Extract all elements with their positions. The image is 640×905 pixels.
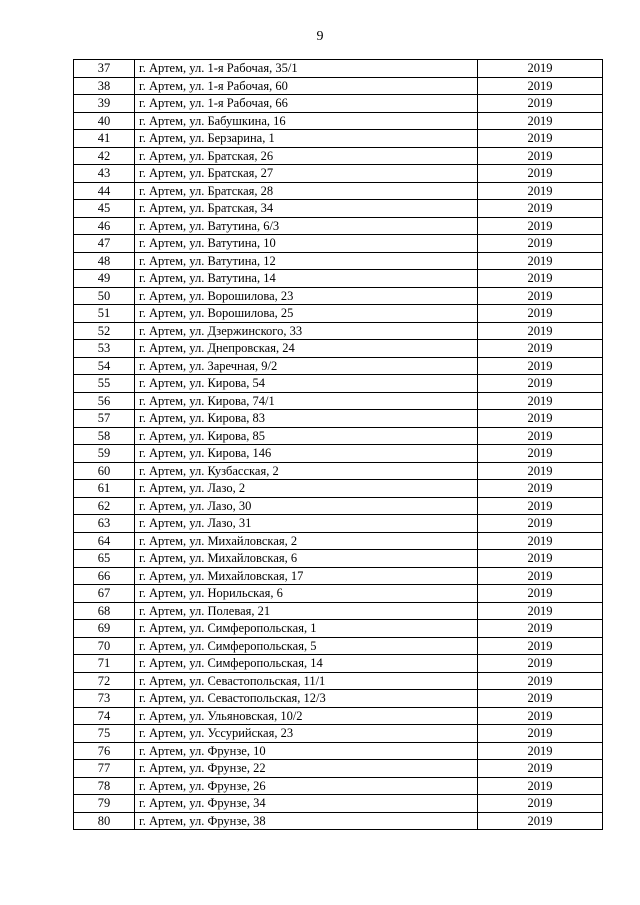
address-cell: г. Артем, ул. Кирова, 83 xyxy=(135,410,478,428)
table-row xyxy=(74,742,603,760)
year-cell: 2019 xyxy=(478,567,603,585)
address-cell: г. Артем, ул. Ворошилова, 23 xyxy=(135,287,478,305)
row-number-cell: 52 xyxy=(74,322,135,340)
year-cell: 2019 xyxy=(478,322,603,340)
year-cell: 2019 xyxy=(478,480,603,498)
row-number-cell: 79 xyxy=(74,795,135,813)
table-row xyxy=(74,305,603,323)
address-cell: г. Артем, ул. 1-я Рабочая, 35/1 xyxy=(135,60,478,78)
address-cell: г. Артем, ул. Ульяновская, 10/2 xyxy=(135,707,478,725)
year-cell: 2019 xyxy=(478,445,603,463)
year-cell: 2019 xyxy=(478,690,603,708)
row-number-cell: 59 xyxy=(74,445,135,463)
address-cell: г. Артем, ул. Дзержинского, 33 xyxy=(135,322,478,340)
address-cell: г. Артем, ул. Симферопольская, 1 xyxy=(135,620,478,638)
address-cell: г. Артем, ул. Михайловская, 6 xyxy=(135,550,478,568)
year-cell: 2019 xyxy=(478,305,603,323)
year-cell: 2019 xyxy=(478,427,603,445)
table-row xyxy=(74,707,603,725)
year-cell: 2019 xyxy=(478,637,603,655)
row-number-cell: 75 xyxy=(74,725,135,743)
table-row xyxy=(74,620,603,638)
table-row xyxy=(74,340,603,358)
table-row xyxy=(74,725,603,743)
year-cell: 2019 xyxy=(478,515,603,533)
row-number-cell: 50 xyxy=(74,287,135,305)
address-cell: г. Артем, ул. Фрунзе, 38 xyxy=(135,812,478,830)
row-number-cell: 54 xyxy=(74,357,135,375)
year-cell: 2019 xyxy=(478,462,603,480)
table-row xyxy=(74,760,603,778)
table-row xyxy=(74,672,603,690)
address-cell: г. Артем, ул. Братская, 28 xyxy=(135,182,478,200)
address-cell: г. Артем, ул. Ватутина, 14 xyxy=(135,270,478,288)
address-cell: г. Артем, ул. Днепровская, 24 xyxy=(135,340,478,358)
year-cell: 2019 xyxy=(478,655,603,673)
table-row xyxy=(74,532,603,550)
address-cell: г. Артем, ул. Лазо, 30 xyxy=(135,497,478,515)
table-row xyxy=(74,445,603,463)
table-row xyxy=(74,130,603,148)
year-cell: 2019 xyxy=(478,252,603,270)
row-number-cell: 74 xyxy=(74,707,135,725)
address-table xyxy=(73,59,603,830)
year-cell: 2019 xyxy=(478,357,603,375)
row-number-cell: 38 xyxy=(74,77,135,95)
row-number-cell: 72 xyxy=(74,672,135,690)
address-cell: г. Артем, ул. Кирова, 74/1 xyxy=(135,392,478,410)
address-cell: г. Артем, ул. Севастопольская, 12/3 xyxy=(135,690,478,708)
table-row xyxy=(74,427,603,445)
table-row xyxy=(74,462,603,480)
page-number: 9 xyxy=(316,29,324,44)
address-cell: г. Артем, ул. Братская, 26 xyxy=(135,147,478,165)
table-row xyxy=(74,690,603,708)
address-cell: г. Артем, ул. Уссурийская, 23 xyxy=(135,725,478,743)
address-cell: г. Артем, ул. Ворошилова, 25 xyxy=(135,305,478,323)
row-number-cell: 63 xyxy=(74,515,135,533)
row-number-cell: 61 xyxy=(74,480,135,498)
table-row xyxy=(74,550,603,568)
year-cell: 2019 xyxy=(478,235,603,253)
row-number-cell: 46 xyxy=(74,217,135,235)
year-cell: 2019 xyxy=(478,270,603,288)
year-cell: 2019 xyxy=(478,95,603,113)
row-number-cell: 47 xyxy=(74,235,135,253)
row-number-cell: 78 xyxy=(74,777,135,795)
address-cell: г. Артем, ул. Фрунзе, 10 xyxy=(135,742,478,760)
table-row xyxy=(74,270,603,288)
year-cell: 2019 xyxy=(478,375,603,393)
table-row xyxy=(74,77,603,95)
year-cell: 2019 xyxy=(478,760,603,778)
address-cell: г. Артем, ул. Фрунзе, 26 xyxy=(135,777,478,795)
address-cell: г. Артем, ул. 1-я Рабочая, 60 xyxy=(135,77,478,95)
row-number-cell: 60 xyxy=(74,462,135,480)
table-row xyxy=(74,182,603,200)
year-cell: 2019 xyxy=(478,812,603,830)
year-cell: 2019 xyxy=(478,602,603,620)
year-cell: 2019 xyxy=(478,725,603,743)
year-cell: 2019 xyxy=(478,795,603,813)
address-cell: г. Артем, ул. Симферопольская, 5 xyxy=(135,637,478,655)
address-cell: г. Артем, ул. Лазо, 31 xyxy=(135,515,478,533)
table-row xyxy=(74,602,603,620)
table-row xyxy=(74,357,603,375)
table-row xyxy=(74,235,603,253)
address-cell: г. Артем, ул. Михайловская, 17 xyxy=(135,567,478,585)
address-cell: г. Артем, ул. Полевая, 21 xyxy=(135,602,478,620)
row-number-cell: 58 xyxy=(74,427,135,445)
address-cell: г. Артем, ул. Ватутина, 10 xyxy=(135,235,478,253)
address-cell: г. Артем, ул. Бабушкина, 16 xyxy=(135,112,478,130)
address-cell: г. Артем, ул. Симферопольская, 14 xyxy=(135,655,478,673)
table-row xyxy=(74,795,603,813)
year-cell: 2019 xyxy=(478,532,603,550)
year-cell: 2019 xyxy=(478,217,603,235)
row-number-cell: 66 xyxy=(74,567,135,585)
address-cell: г. Артем, ул. 1-я Рабочая, 66 xyxy=(135,95,478,113)
row-number-cell: 43 xyxy=(74,165,135,183)
table-row xyxy=(74,480,603,498)
address-cell: г. Артем, ул. Берзарина, 1 xyxy=(135,130,478,148)
year-cell: 2019 xyxy=(478,130,603,148)
table-row xyxy=(74,497,603,515)
row-number-cell: 39 xyxy=(74,95,135,113)
address-cell: г. Артем, ул. Кирова, 146 xyxy=(135,445,478,463)
row-number-cell: 44 xyxy=(74,182,135,200)
year-cell: 2019 xyxy=(478,165,603,183)
year-cell: 2019 xyxy=(478,77,603,95)
table-row xyxy=(74,375,603,393)
table-row xyxy=(74,515,603,533)
year-cell: 2019 xyxy=(478,585,603,603)
table-row xyxy=(74,60,603,78)
year-cell: 2019 xyxy=(478,620,603,638)
row-number-cell: 80 xyxy=(74,812,135,830)
address-cell: г. Артем, ул. Михайловская, 2 xyxy=(135,532,478,550)
year-cell: 2019 xyxy=(478,497,603,515)
row-number-cell: 53 xyxy=(74,340,135,358)
row-number-cell: 55 xyxy=(74,375,135,393)
address-cell: г. Артем, ул. Фрунзе, 34 xyxy=(135,795,478,813)
address-cell: г. Артем, ул. Ватутина, 12 xyxy=(135,252,478,270)
row-number-cell: 57 xyxy=(74,410,135,428)
row-number-cell: 42 xyxy=(74,147,135,165)
table-row xyxy=(74,777,603,795)
year-cell: 2019 xyxy=(478,287,603,305)
table-row xyxy=(74,200,603,218)
address-cell: г. Артем, ул. Кирова, 54 xyxy=(135,375,478,393)
row-number-cell: 71 xyxy=(74,655,135,673)
year-cell: 2019 xyxy=(478,707,603,725)
address-cell: г. Артем, ул. Кирова, 85 xyxy=(135,427,478,445)
year-cell: 2019 xyxy=(478,410,603,428)
address-cell: г. Артем, ул. Севастопольская, 11/1 xyxy=(135,672,478,690)
year-cell: 2019 xyxy=(478,340,603,358)
address-cell: г. Артем, ул. Фрунзе, 22 xyxy=(135,760,478,778)
row-number-cell: 76 xyxy=(74,742,135,760)
row-number-cell: 51 xyxy=(74,305,135,323)
row-number-cell: 48 xyxy=(74,252,135,270)
year-cell: 2019 xyxy=(478,147,603,165)
table-row xyxy=(74,287,603,305)
row-number-cell: 70 xyxy=(74,637,135,655)
table-row xyxy=(74,147,603,165)
table-row xyxy=(74,812,603,830)
table-row xyxy=(74,637,603,655)
address-cell: г. Артем, ул. Заречная, 9/2 xyxy=(135,357,478,375)
row-number-cell: 68 xyxy=(74,602,135,620)
row-number-cell: 41 xyxy=(74,130,135,148)
row-number-cell: 56 xyxy=(74,392,135,410)
row-number-cell: 49 xyxy=(74,270,135,288)
row-number-cell: 73 xyxy=(74,690,135,708)
year-cell: 2019 xyxy=(478,112,603,130)
year-cell: 2019 xyxy=(478,392,603,410)
row-number-cell: 77 xyxy=(74,760,135,778)
table-row xyxy=(74,252,603,270)
row-number-cell: 67 xyxy=(74,585,135,603)
year-cell: 2019 xyxy=(478,200,603,218)
row-number-cell: 65 xyxy=(74,550,135,568)
address-cell: г. Артем, ул. Кузбасская, 2 xyxy=(135,462,478,480)
table-row xyxy=(74,567,603,585)
row-number-cell: 45 xyxy=(74,200,135,218)
year-cell: 2019 xyxy=(478,672,603,690)
table-row xyxy=(74,322,603,340)
table-row xyxy=(74,217,603,235)
table-row xyxy=(74,165,603,183)
year-cell: 2019 xyxy=(478,742,603,760)
table-body xyxy=(74,60,603,830)
address-cell: г. Артем, ул. Ватутина, 6/3 xyxy=(135,217,478,235)
table-row xyxy=(74,410,603,428)
table-row xyxy=(74,655,603,673)
row-number-cell: 37 xyxy=(74,60,135,78)
table-row xyxy=(74,95,603,113)
table-row xyxy=(74,392,603,410)
table-row xyxy=(74,585,603,603)
address-cell: г. Артем, ул. Лазо, 2 xyxy=(135,480,478,498)
address-cell: г. Артем, ул. Братская, 34 xyxy=(135,200,478,218)
address-cell: г. Артем, ул. Норильская, 6 xyxy=(135,585,478,603)
year-cell: 2019 xyxy=(478,550,603,568)
row-number-cell: 40 xyxy=(74,112,135,130)
address-cell: г. Артем, ул. Братская, 27 xyxy=(135,165,478,183)
year-cell: 2019 xyxy=(478,60,603,78)
row-number-cell: 69 xyxy=(74,620,135,638)
table-row xyxy=(74,112,603,130)
row-number-cell: 62 xyxy=(74,497,135,515)
year-cell: 2019 xyxy=(478,182,603,200)
row-number-cell: 64 xyxy=(74,532,135,550)
year-cell: 2019 xyxy=(478,777,603,795)
